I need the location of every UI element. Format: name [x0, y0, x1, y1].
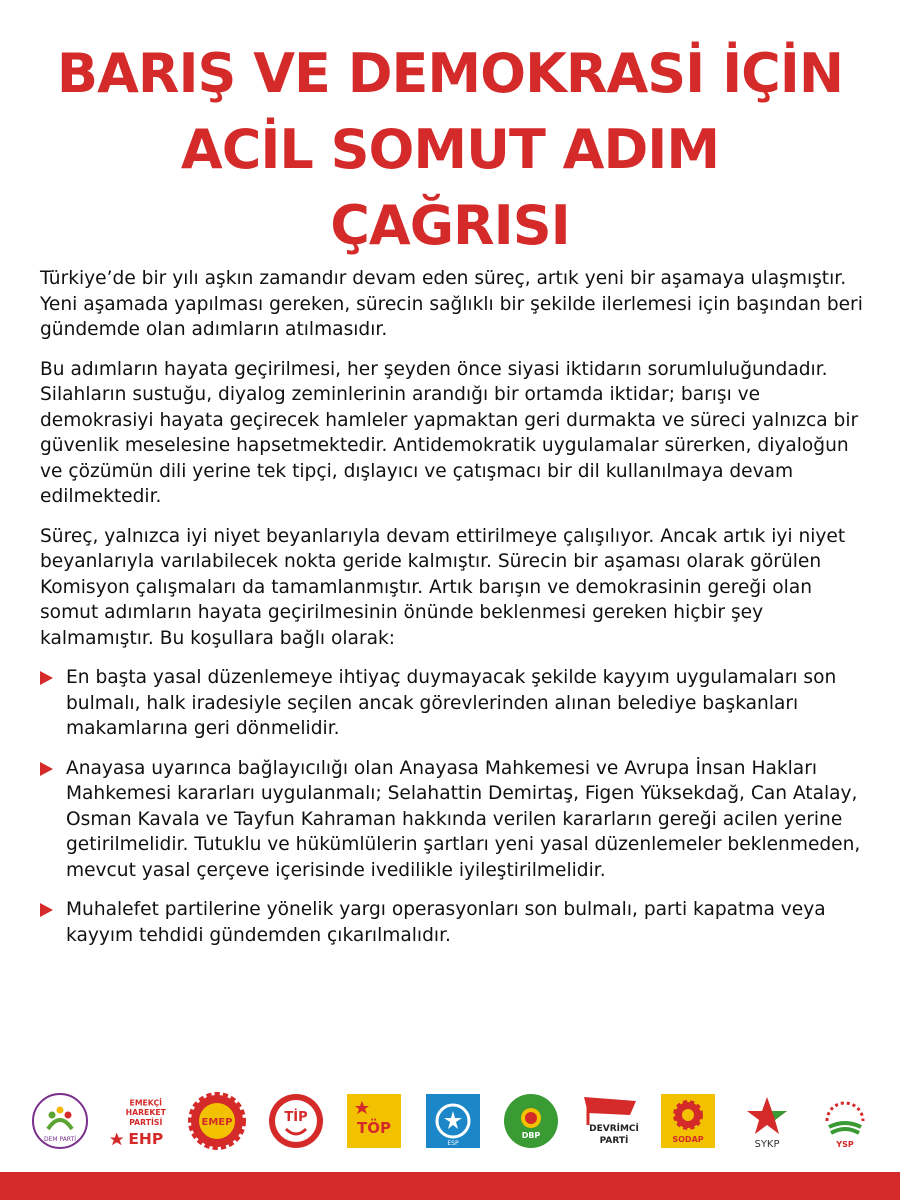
headline: [0, 36, 900, 264]
dem-parti-label: DEM PARTİ: [43, 1136, 77, 1143]
devrimci-parti-logo: [580, 1091, 640, 1151]
demand-text-1: En başta yasal düzenlemeye ihtiyaç duymayacak şekilde kayyım uygulamaları son bulmalı, halk iradesiyle seçilen ancak görevlerinden alınan belediye başkanları makamlarına geri dönmelidir.: [66, 667, 837, 739]
demand-text-3: Muhalefet partilerine yönelik yargı operasyonları son bulmalı, parti kapatma veya kayyım tehdidi gündemden çıkarılmalıdır.: [66, 899, 826, 946]
ehp-logo: [109, 1091, 169, 1151]
headline-line-3: ÇAĞRISI: [330, 194, 570, 257]
sodap-logo: [658, 1091, 718, 1151]
ysp-logo: [815, 1091, 875, 1151]
top-logo: [344, 1091, 404, 1151]
tip-label: TİP: [283, 1110, 308, 1125]
ysp-label: YSP: [836, 1140, 854, 1149]
paragraph-2: Bu adımların hayata geçirilmesi, her şeyden önce siyasi iktidarın sorumluluğundadır. Silahların sustuğu, diyalog zeminlerinin arandığı bir ortamda iktidar; barışı ve demokrasiyi hayata geçirecek hamleler yapmaktan geri durmakta ve süreci yalnızca bir güvenlik meselesine hapsetmektedir. Antidemokratik uygulamalar sürerken, diyaloğun ve çözümün dili yerine tek tipçi, dışlayıcı ve çatışmacı bir dil kullanılmaya devam edilmektedir.: [40, 358, 859, 507]
demand-item-1: [40, 665, 870, 742]
ehp-line-1: EMEKÇİ: [129, 1098, 162, 1108]
dbp-logo: [501, 1091, 561, 1151]
sykp-logo: [737, 1091, 797, 1151]
bullet-triangle-icon: [40, 671, 53, 685]
demand-item-2: [40, 756, 870, 884]
statement-body: [40, 266, 870, 962]
bottom-red-bar: [0, 1172, 900, 1200]
esp-logo: [423, 1091, 483, 1151]
dem-parti-logo: [30, 1091, 90, 1151]
bullet-triangle-icon: [40, 903, 53, 917]
demand-text-2: Anayasa uyarınca bağlayıcılığı olan Anayasa Mahkemesi ve Avrupa İnsan Hakları Mahkemesi kararları uygulanmalı; Selahattin Demirtaş, Figen Yüksekdağ, Can Atalay, Osman Kavala ve Tayfun Kahraman hakkında verilen kararların gereği acilen yerine getirilmelidir. Tutuklu ve hükümlülerin şartları yeni yasal düzenlemeler beklenmeden, mevcut yasal çerçeve içerisinde ivedilikle iyileştirilmelidir.: [66, 757, 861, 881]
devrimci-line-1: DEVRİMCİ: [588, 1124, 639, 1134]
paragraph-1: Türkiye’de bir yılı aşkın zamandır devam eden süreç, artık yeni bir aşamaya ulaşmıştır. Yeni aşamada yapılması gereken, sürecin sağlıklı bir şekilde ilerlemesi için başından beri gündemde olan adımların atılmasıdır.: [40, 268, 863, 340]
devrimci-line-2: PARTİ: [599, 1136, 628, 1146]
emep-logo: [187, 1091, 247, 1151]
sykp-label: SYKP: [753, 1139, 780, 1150]
bullet-triangle-icon: [40, 762, 53, 776]
ehp-line-3: PARTİSİ: [128, 1117, 162, 1127]
paragraph-3: Süreç, yalnızca iyi niyet beyanlarıyla devam ettirilmeye çalışılıyor. Ancak artık iyi niyet beyanlarıyla varılabilecek nokta geride kalmıştır. Sürecin bir aşaması olarak görülen Komisyon çalışmaları da tamamlanmıştır. Artık barışın ve demokrasinin gereği olan somut adımların hayata geçirilmesinin önünde beklenmesi gereken hiçbir şey kalmamıştır. Bu koşullara bağlı olarak:: [40, 525, 846, 649]
top-label: TÖP: [357, 1119, 391, 1137]
star-icon: [109, 1133, 123, 1146]
emep-label: EMEP: [201, 1117, 233, 1128]
headline-line-1: BARIŞ VE DEMOKRASİ İÇİN: [56, 42, 844, 105]
sodap-label: SODAP: [672, 1135, 704, 1144]
headline-line-2: ACİL SOMUT ADIM: [180, 118, 720, 181]
party-logos-row: [30, 1086, 875, 1156]
dbp-label: DBP: [521, 1131, 541, 1140]
ehp-line-2: HAREKET: [125, 1108, 166, 1118]
esp-label: ESP: [446, 1140, 459, 1147]
ehp-abbr: EHP: [127, 1130, 163, 1149]
demand-item-3: [40, 897, 870, 948]
tip-logo: [266, 1091, 326, 1151]
